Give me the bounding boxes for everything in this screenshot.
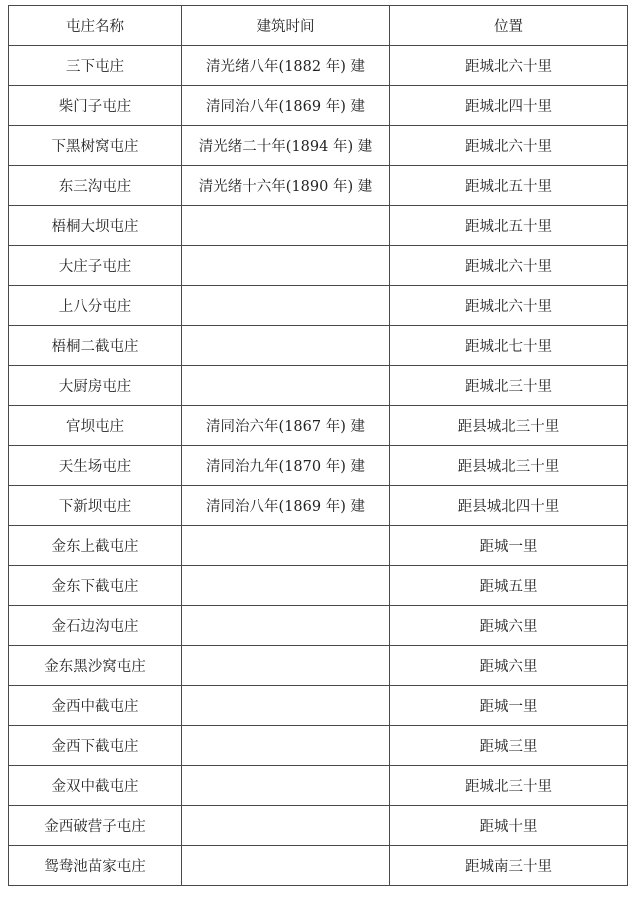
cell-location: 距城六里 [390,606,628,646]
table-header-row [9,6,628,46]
cell-name: 金西下截屯庄 [9,726,182,766]
table-row [9,606,628,646]
cell-build-time: 清光绪十六年(1890 年) 建 [182,166,390,206]
header-location: 位置 [390,6,628,46]
cell-name: 柴门子屯庄 [9,86,182,126]
cell-name: 金东下截屯庄 [9,566,182,606]
table-row [9,726,628,766]
table-row [9,446,628,486]
cell-build-time [182,806,390,846]
table-row [9,486,628,526]
cell-name: 金石边沟屯庄 [9,606,182,646]
table-row [9,86,628,126]
cell-build-time [182,646,390,686]
cell-location: 距城一里 [390,526,628,566]
cell-name: 金东黑沙窝屯庄 [9,646,182,686]
table-row [9,766,628,806]
cell-build-time [182,846,390,886]
cell-location: 距县城北三十里 [390,406,628,446]
table-row [9,246,628,286]
cell-build-time [182,606,390,646]
cell-location: 距城十里 [390,806,628,846]
cell-build-time: 清同治八年(1869 年) 建 [182,486,390,526]
cell-name: 下黑树窝屯庄 [9,126,182,166]
table-row [9,846,628,886]
cell-build-time [182,326,390,366]
settlement-table [8,5,628,886]
cell-build-time [182,286,390,326]
cell-build-time [182,766,390,806]
cell-name: 金双中截屯庄 [9,766,182,806]
table-row [9,406,628,446]
cell-name: 大厨房屯庄 [9,366,182,406]
cell-build-time [182,686,390,726]
cell-name: 大庄子屯庄 [9,246,182,286]
cell-location: 距县城北三十里 [390,446,628,486]
cell-build-time [182,366,390,406]
cell-build-time: 清光绪二十年(1894 年) 建 [182,126,390,166]
cell-build-time: 清同治八年(1869 年) 建 [182,86,390,126]
cell-location: 距城北六十里 [390,286,628,326]
table-row [9,646,628,686]
header-name: 屯庄名称 [9,6,182,46]
table-row [9,206,628,246]
cell-location: 距城北五十里 [390,166,628,206]
cell-build-time: 清同治九年(1870 年) 建 [182,446,390,486]
cell-name: 梧桐二截屯庄 [9,326,182,366]
table-row [9,366,628,406]
cell-name: 金西破营子屯庄 [9,806,182,846]
cell-name: 梧桐大坝屯庄 [9,206,182,246]
table-row [9,166,628,206]
cell-location: 距城北七十里 [390,326,628,366]
cell-name: 三下屯庄 [9,46,182,86]
cell-location: 距县城北四十里 [390,486,628,526]
cell-build-time [182,566,390,606]
cell-build-time [182,726,390,766]
cell-location: 距城北五十里 [390,206,628,246]
cell-build-time [182,246,390,286]
cell-name: 天生场屯庄 [9,446,182,486]
cell-location: 距城北六十里 [390,246,628,286]
table-row [9,686,628,726]
cell-build-time: 清同治六年(1867 年) 建 [182,406,390,446]
cell-name: 鸳鸯池苗家屯庄 [9,846,182,886]
header-time: 建筑时间 [182,6,390,46]
cell-location: 距城北三十里 [390,366,628,406]
table-row [9,326,628,366]
cell-build-time: 清光绪八年(1882 年) 建 [182,46,390,86]
table-row [9,806,628,846]
cell-location: 距城六里 [390,646,628,686]
cell-location: 距城一里 [390,686,628,726]
table-row [9,286,628,326]
cell-name: 下新坝屯庄 [9,486,182,526]
cell-location: 距城北三十里 [390,766,628,806]
cell-build-time [182,206,390,246]
cell-name: 东三沟屯庄 [9,166,182,206]
cell-build-time [182,526,390,566]
table-row [9,526,628,566]
cell-location: 距城南三十里 [390,846,628,886]
table-row [9,566,628,606]
cell-location: 距城北六十里 [390,126,628,166]
cell-location: 距城北六十里 [390,46,628,86]
table-row [9,46,628,86]
cell-location: 距城北四十里 [390,86,628,126]
cell-name: 官坝屯庄 [9,406,182,446]
cell-name: 上八分屯庄 [9,286,182,326]
document-page [8,5,627,886]
table-row [9,126,628,166]
cell-name: 金东上截屯庄 [9,526,182,566]
cell-location: 距城五里 [390,566,628,606]
cell-name: 金西中截屯庄 [9,686,182,726]
cell-location: 距城三里 [390,726,628,766]
table-body [9,46,628,886]
